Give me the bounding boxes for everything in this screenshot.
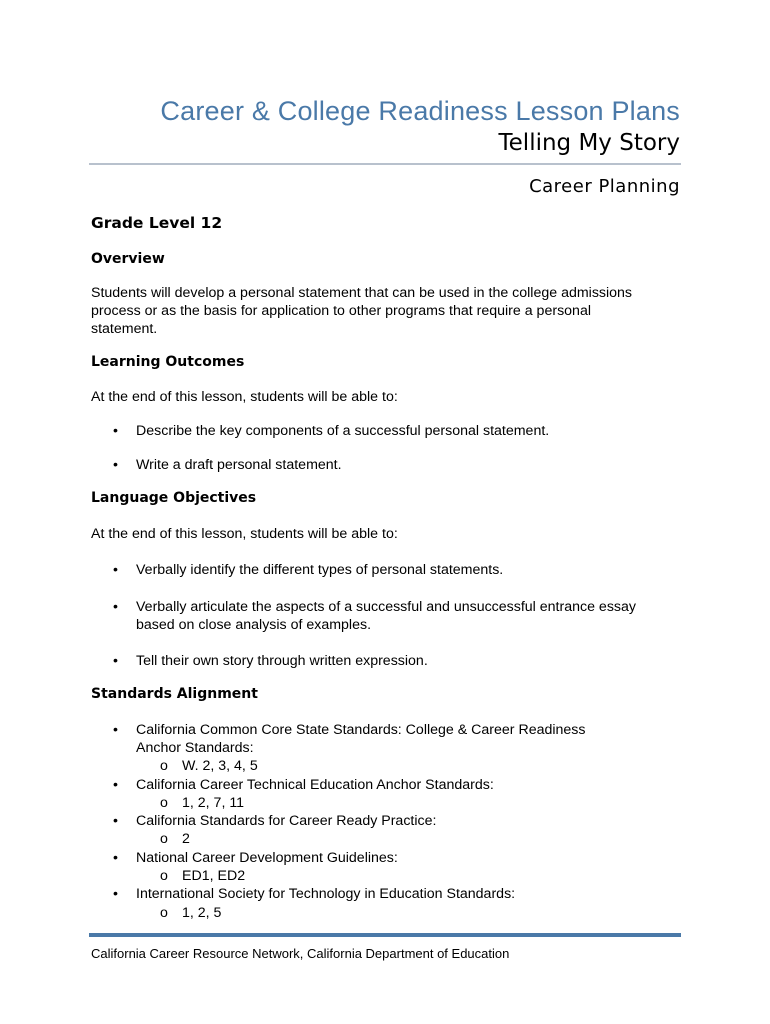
circle-bullet-icon: o	[160, 868, 168, 884]
standards-subitem-text: ED1, ED2	[182, 868, 246, 884]
circle-bullet-icon: o	[160, 905, 168, 921]
learning-outcomes-intro: At the end of this lesson, students will be able to:	[91, 389, 398, 405]
standards-subitem-text: 1, 2, 5	[182, 905, 222, 921]
standards-item-text: National Career Development Guidelines:	[136, 850, 398, 866]
standards-item-text: California Standards for Career Ready Practice:	[136, 813, 437, 829]
circle-bullet-icon: o	[160, 758, 168, 774]
list-item-text: Tell their own story through written expression.	[136, 653, 428, 669]
standards-subitem-text: W. 2, 3, 4, 5	[182, 758, 258, 774]
bullet-icon: •	[113, 653, 118, 669]
standards-subitem-text: 1, 2, 7, 11	[182, 795, 245, 811]
standards-item-text: International Society for Technology in Education Standards:	[136, 886, 516, 902]
bullet-icon: •	[113, 850, 118, 866]
bullet-icon: •	[113, 562, 118, 578]
language-objectives-heading: Language Objectives	[91, 490, 257, 506]
list-item-line: based on close analysis of examples.	[136, 617, 372, 633]
circle-bullet-icon: o	[160, 831, 168, 847]
lesson-title: Telling My Story	[498, 130, 680, 156]
bullet-icon: •	[113, 813, 118, 829]
bullet-icon: •	[113, 599, 118, 615]
document-title: Career & College Readiness Lesson Plans	[160, 96, 680, 126]
overview-text	[91, 284, 681, 338]
list-item-line: Verbally articulate the aspects of a successful and unsuccessful entrance essay	[136, 599, 636, 615]
bullet-icon: •	[113, 886, 118, 902]
standards-item-line: Anchor Standards:	[136, 740, 254, 756]
section-label: Career Planning	[529, 176, 680, 197]
bullet-icon: •	[113, 423, 118, 439]
footer-divider	[89, 933, 681, 937]
standards-subitem-text: 2	[182, 831, 190, 847]
learning-outcomes-heading: Learning Outcomes	[91, 354, 245, 370]
header-divider	[89, 163, 681, 165]
list-item-text: Describe the key components of a successful personal statement.	[136, 423, 550, 439]
overview-line: Students will develop a personal statement that can be used in the college admissions	[91, 285, 633, 301]
bullet-icon: •	[113, 457, 118, 473]
standards-item-text: California Career Technical Education Anchor Standards:	[136, 777, 494, 793]
list-item-text	[136, 598, 676, 634]
footer-text: California Career Resource Network, California Department of Education	[91, 946, 510, 961]
circle-bullet-icon: o	[160, 795, 168, 811]
bullet-icon: •	[113, 722, 118, 738]
standards-item-text	[136, 721, 676, 757]
grade-level-heading: Grade Level 12	[91, 214, 223, 232]
standards-item-line: California Common Core State Standards: College & Career Readiness	[136, 722, 586, 738]
bullet-icon: •	[113, 777, 118, 793]
standards-heading: Standards Alignment	[91, 686, 258, 702]
list-item-text: Write a draft personal statement.	[136, 457, 342, 473]
list-item-text: Verbally identify the different types of personal statements.	[136, 562, 504, 578]
overview-line: process or as the basis for application to other programs that require a personal	[91, 303, 591, 319]
language-objectives-intro: At the end of this lesson, students will be able to:	[91, 526, 398, 542]
overview-heading: Overview	[91, 251, 165, 267]
overview-line: statement.	[91, 321, 158, 337]
